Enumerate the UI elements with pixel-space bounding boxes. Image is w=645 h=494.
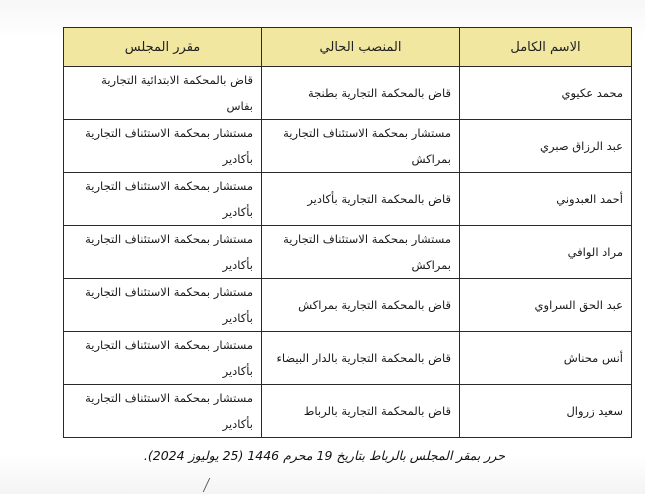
cell-position: مستشار بمحكمة الاستئناف التجارية بمراكش [262,120,460,173]
cell-seat: مستشار بمحكمة الاستئناف التجارية بأكادير [64,226,262,279]
table-row [64,279,632,332]
cell-name: أحمد العبدوني [460,173,632,226]
cell-name: مراد الوافي [460,226,632,279]
cell-position: مستشار بمحكمة الاستئناف التجارية بمراكش [262,226,460,279]
cell-name: عبد الرزاق صبري [460,120,632,173]
cell-seat: مستشار بمحكمة الاستئناف التجارية بأكادير [64,332,262,385]
table-header-row [64,28,632,67]
header-name: الاسم الكامل [460,28,632,67]
cell-position: قاض بالمحكمة التجارية بأكادير [262,173,460,226]
table-row [64,67,632,120]
cell-name: عبد الحق السراوي [460,279,632,332]
table-row [64,332,632,385]
pen-mark [203,478,221,492]
cell-name: محمد عكيوي [460,67,632,120]
cell-name: أنس محناش [460,332,632,385]
table-row [64,120,632,173]
footer-signature-line: حرر بمقر المجلس بالرباط بتاريخ 19 محرم 1446 (25 يوليوز 2024). [143,448,505,463]
cell-seat: مستشار بمحكمة الاستئناف التجارية بأكادير [64,385,262,438]
table-row [64,173,632,226]
header-seat: مقرر المجلس [64,28,262,67]
cell-position: قاض بالمحكمة التجارية بالدار البيضاء [262,332,460,385]
table-row [64,226,632,279]
table-row [64,385,632,438]
cell-position: قاض بالمحكمة التجارية بمراكش [262,279,460,332]
cell-seat: مستشار بمحكمة الاستئناف التجارية بأكادير [64,120,262,173]
cell-seat: مستشار بمحكمة الاستئناف التجارية بأكادير [64,173,262,226]
cell-position: قاض بالمحكمة التجارية بطنجة [262,67,460,120]
cell-position: قاض بالمحكمة التجارية بالرباط [262,385,460,438]
cell-name: سعيد زروال [460,385,632,438]
cell-seat: قاض بالمحكمة الابتدائية التجارية بفاس [64,67,262,120]
cell-seat: مستشار بمحكمة الاستئناف التجارية بأكادير [64,279,262,332]
header-position: المنصب الحالي [262,28,460,67]
members-table [63,27,632,438]
